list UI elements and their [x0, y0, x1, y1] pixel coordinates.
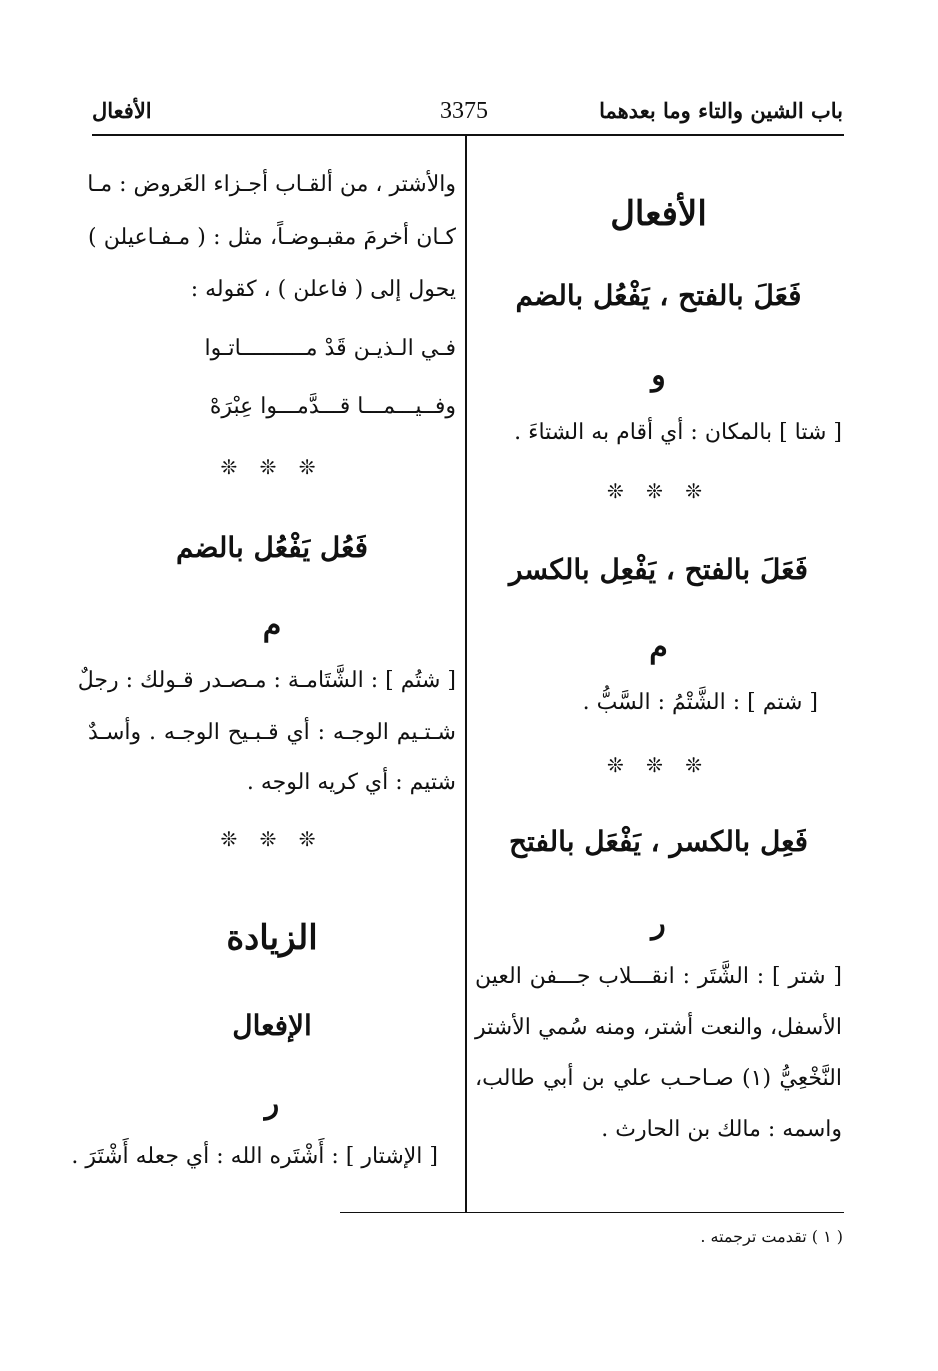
entry-shatar-line: النَّخْعِيُّ (١) صـاحـب علي بن أبي طالب،	[475, 1066, 842, 1091]
footnote: ( ١ ) تقدمت ترجمته .	[700, 1227, 843, 1246]
entry-shatar-line: واسمه : مالك بن الحارث .	[601, 1117, 842, 1142]
verse-line-2: وفــيـــمـــا قـــدَّمـــوا عِبْرَهْ	[209, 394, 456, 419]
ashtar-prosody-line: كـان أخرمَ مقبـوضـاً، مثل : ( مـفـاعيلن )	[88, 225, 456, 250]
letter-ra: ر	[264, 1086, 280, 1121]
separator-stars: ❊ ❊ ❊	[220, 827, 324, 851]
section-title-afal: الأفعال	[610, 194, 707, 234]
heading-faila-yafalu: فَعِل بالكسر ، يَفْعَل بالفتح	[508, 825, 809, 858]
separator-stars: ❊ ❊ ❊	[607, 479, 710, 503]
running-title-right: باب الشين والتاء وما بعدهما	[599, 98, 843, 123]
entry-shata: [ شتا ] بالمكان : أي أقام به الشتاءَ .	[514, 420, 842, 445]
letter-mim: م	[262, 608, 282, 643]
separator-stars: ❊ ❊ ❊	[607, 753, 710, 777]
letter-mim: م	[649, 630, 668, 665]
page-number: 3375	[440, 98, 488, 124]
verse-line-1: فـي الـذيـن قَدْ مــــــــــاتـوا	[204, 336, 456, 361]
heading-fa-ula-yafulu: فَعُل يَفْعُل بالضم	[175, 531, 369, 564]
separator-stars: ❊ ❊ ❊	[220, 455, 324, 479]
entry-ishtar: [ الإشتار ] : أَشْتَره الله : أي جعله أَشْتَرَ .	[71, 1144, 438, 1169]
header-rule	[92, 134, 844, 136]
heading-faala-yafulu: فَعَلَ بالفتح ، يَفْعُل بالضم	[515, 279, 802, 312]
entry-shatar-line: [ شتر ] : الشَّتَر : انقـــلاب جـــفن العين	[475, 964, 842, 989]
running-title-left: الأفعال	[92, 98, 152, 123]
entry-shatar-line: الأسفل، والنعت أشتر، ومنه سُمي الأشتر	[475, 1015, 842, 1040]
footnote-rule	[340, 1212, 844, 1213]
heading-ifal: الإفعال	[232, 1009, 312, 1042]
entry-shatim-line: شـتـيم الوجـه : أي قـبـيح الوجـه . وأسـدٌ	[88, 720, 456, 745]
letter-waw: و	[651, 358, 666, 393]
entry-shatim-line: شتيم : أي كريه الوجه .	[246, 770, 456, 795]
entry-shatim-line: [ شتُم ] : الشَّتَامـة : مـصـدر قـولك : رجلٌ	[77, 668, 456, 693]
entry-shatama: [ شتم ] : الشَّتْمُ : السَّبُّ .	[582, 690, 818, 715]
letter-ra: ر	[651, 906, 666, 941]
column-separator	[465, 136, 467, 1212]
heading-faala-yafilu: فَعَلَ بالفتح ، يَفْعِل بالكسر	[508, 553, 809, 586]
section-title-ziyada: الزيادة	[226, 918, 318, 958]
ashtar-prosody-line: يحول إلى ( فاعلن ) ، كقوله :	[190, 277, 456, 302]
ashtar-prosody-line: والأشتر ، من ألقـاب أجـزاء العَروض : مـا	[87, 172, 456, 197]
